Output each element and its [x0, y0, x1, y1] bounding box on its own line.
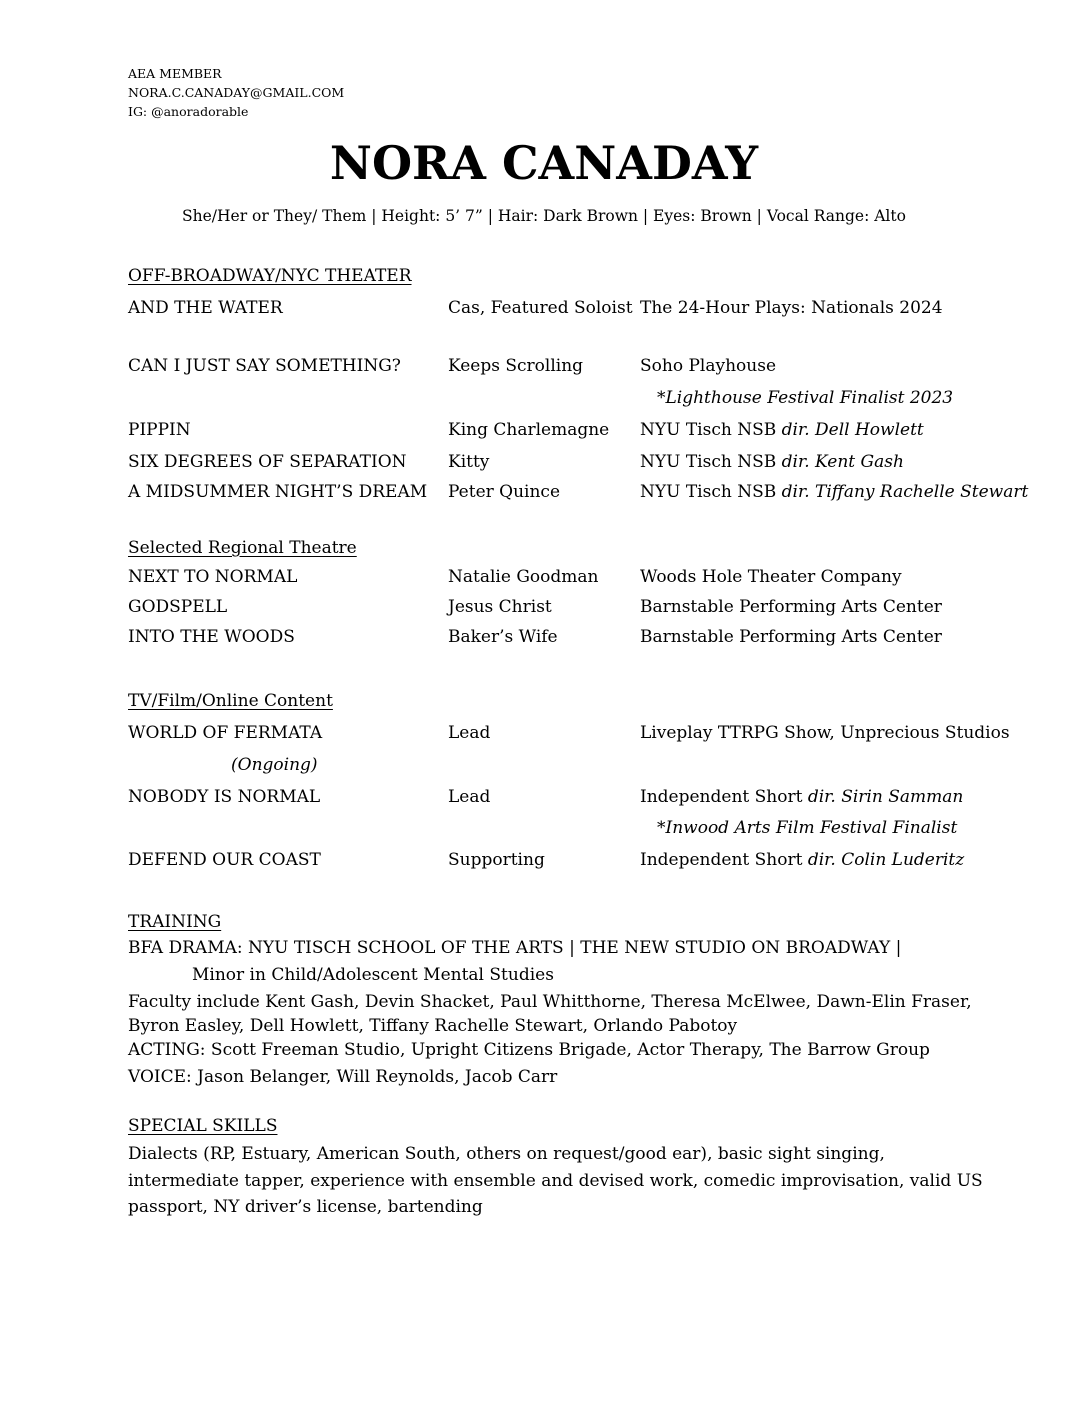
email[interactable]: NORA.C.CANADAY@GMAIL.COM [128, 85, 345, 100]
section-heading-skills: SPECIAL SKILLS [128, 1116, 278, 1136]
credit-role: Keeps Scrolling [448, 356, 584, 376]
credit-venue: Independent Short dir. Sirin Samman [640, 787, 964, 807]
training-faculty: Faculty include Kent Gash, Devin Shacket, Paul Whitthorne, Theresa McElwee, Dawn-Elin Fraser, Byron Easley, Dell Howlett, Tiffany Rachelle Stewart, Orlando Pabotoy [128, 992, 972, 1036]
credit-role: Lead [448, 723, 491, 743]
credit-venue: NYU Tisch NSB dir. Dell Howlett [640, 420, 924, 440]
credit-show: CAN I JUST SAY SOMETHING? [128, 356, 401, 376]
section-heading-nyc: OFF-BROADWAY/NYC THEATER [128, 266, 412, 286]
credit-venue: Woods Hole Theater Company [640, 567, 902, 587]
page-title: NORA CANADAY [329, 136, 759, 190]
credit-venue: Liveplay TTRPG Show, Unprecious Studios [640, 723, 1010, 743]
training-bfa: BFA DRAMA: NYU TISCH SCHOOL OF THE ARTS | THE NEW STUDIO ON BROADWAY | [128, 938, 902, 958]
credit-show: NOBODY IS NORMAL [128, 787, 321, 807]
credit-show: A MIDSUMMER NIGHT’S DREAM [128, 482, 428, 502]
training-acting: ACTING: Scott Freeman Studio, Upright Citizens Brigade, Actor Therapy, The Barrow Group [128, 1040, 930, 1060]
director: dir. Colin Luderitz [807, 850, 965, 870]
credit-venue: NYU Tisch NSB dir. Tiffany Rachelle Stewart [640, 482, 1029, 502]
stats-line: She/Her or They/ Them | Height: 5’ 7” | Hair: Dark Brown | Eyes: Brown | Vocal Range: Alto [182, 207, 906, 225]
credit-role: King Charlemagne [448, 420, 610, 440]
credit-show: DEFEND OUR COAST [128, 850, 321, 870]
credit-show: NEXT TO NORMAL [128, 567, 298, 587]
credit-role: Natalie Goodman [448, 567, 599, 587]
credit-venue: NYU Tisch NSB dir. Kent Gash [640, 452, 904, 472]
credit-role: Supporting [448, 850, 545, 870]
instagram-handle[interactable]: IG: @anoradorable [128, 104, 249, 119]
section-heading-regional: Selected Regional Theatre [128, 538, 357, 558]
director: dir. Sirin Samman [807, 787, 964, 807]
credit-show: GODSPELL [128, 597, 228, 617]
credit-venue: The 24-Hour Plays: Nationals 2024 [640, 298, 943, 318]
section-heading-film: TV/Film/Online Content [128, 691, 333, 711]
credit-show: INTO THE WOODS [128, 627, 295, 647]
director: dir. Kent Gash [781, 452, 904, 472]
skills-text: Dialects (RP, Estuary, American South, others on request/good ear), basic sight singing, intermediate tapper, experience with ensemble and devised work, comedic improvisation, valid US passport, NY driver’s license, bartending [128, 1144, 983, 1217]
credit-show: PIPPIN [128, 420, 191, 440]
credit-note: *Inwood Arts Film Festival Finalist [657, 818, 958, 838]
credit-role: Kitty [448, 452, 490, 472]
credit-role: Jesus Christ [448, 597, 552, 617]
credit-venue: Independent Short dir. Colin Luderitz [640, 850, 965, 870]
credit-role: Baker’s Wife [448, 627, 558, 647]
training-voice: VOICE: Jason Belanger, Will Reynolds, Jacob Carr [128, 1067, 558, 1087]
credit-show: SIX DEGREES OF SEPARATION [128, 452, 407, 472]
training-minor: Minor in Child/Adolescent Mental Studies [192, 965, 554, 985]
credit-venue: Barnstable Performing Arts Center [640, 627, 942, 647]
director: dir. Dell Howlett [781, 420, 924, 440]
credit-show: WORLD OF FERMATA [128, 723, 323, 743]
director: dir. Tiffany Rachelle Stewart [781, 482, 1029, 502]
credit-venue: Barnstable Performing Arts Center [640, 597, 942, 617]
credit-role: Lead [448, 787, 491, 807]
credit-venue: Soho Playhouse [640, 356, 776, 376]
section-heading-training: TRAINING [128, 912, 222, 932]
union-status: AEA MEMBER [128, 66, 222, 81]
credit-role: Cas, Featured Soloist [448, 298, 633, 318]
credit-role: Peter Quince [448, 482, 561, 502]
credit-show: AND THE WATER [128, 298, 283, 318]
credit-show-note: (Ongoing) [231, 755, 318, 775]
credit-note: *Lighthouse Festival Finalist 2023 [657, 388, 954, 408]
